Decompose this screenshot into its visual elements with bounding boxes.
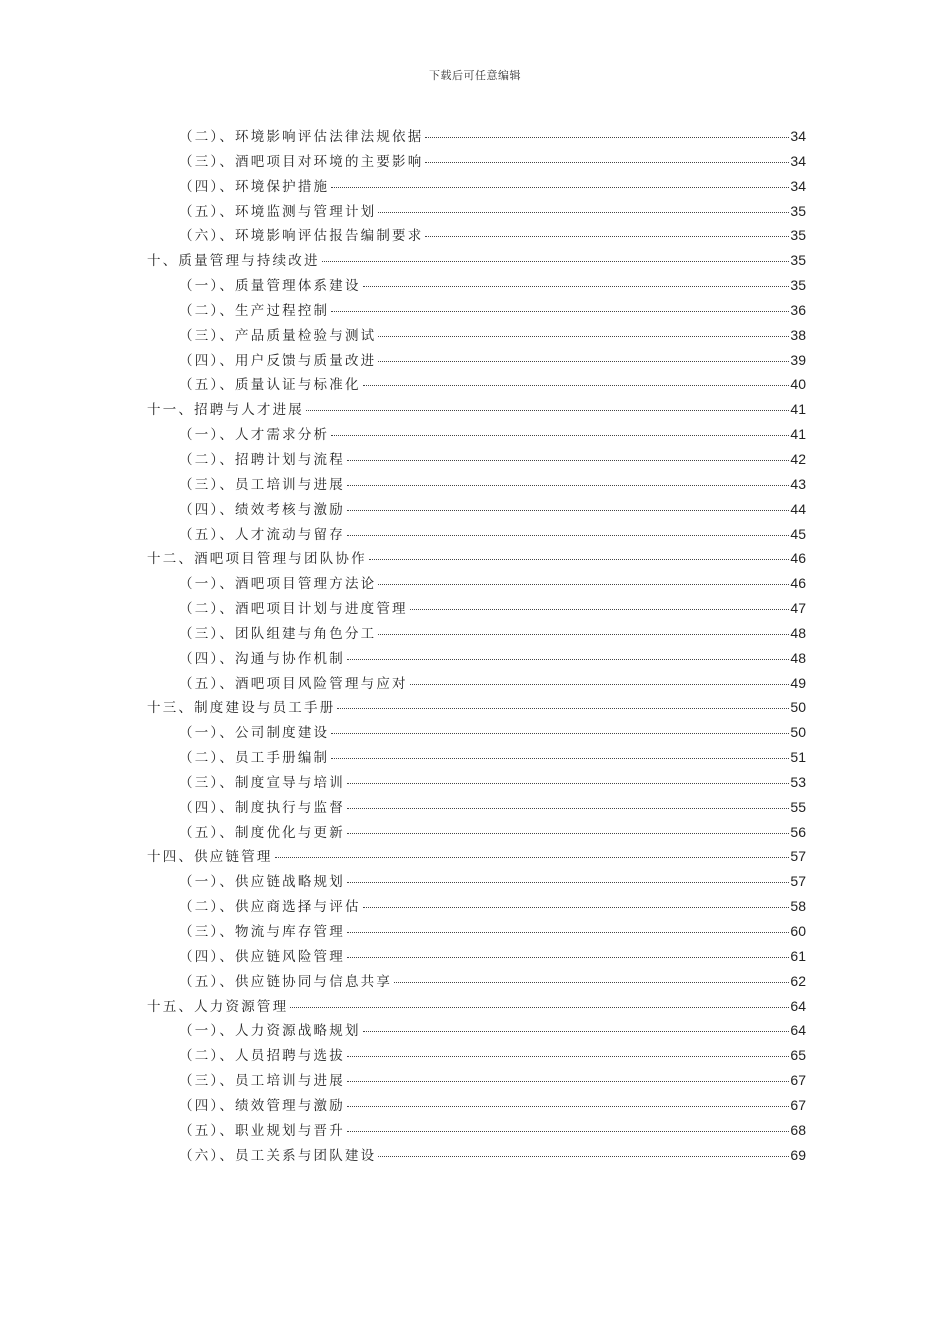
toc-page-number: 64 xyxy=(790,1022,806,1039)
toc-dot-leader xyxy=(347,510,789,511)
toc-entry-label: （四）、制度执行与监督 xyxy=(179,799,345,816)
toc-page-number: 40 xyxy=(790,376,806,393)
toc-page-number: 38 xyxy=(790,326,806,343)
toc-entry-label: （二）、酒吧项目计划与进度管理 xyxy=(179,601,408,618)
toc-dot-leader xyxy=(410,684,790,685)
toc-entry-label: （五）、环境监测与管理计划 xyxy=(179,203,377,220)
toc-page-number: 34 xyxy=(790,177,806,194)
toc-entry-label: （三）、产品质量检验与测试 xyxy=(179,327,377,344)
toc-page-number: 56 xyxy=(790,823,806,840)
toc-entry-label: 十五、人力资源管理 xyxy=(147,998,289,1015)
toc-page-number: 42 xyxy=(790,450,806,467)
toc-entry-label: （五）、供应链协同与信息共享 xyxy=(179,973,393,990)
toc-page-number: 57 xyxy=(790,873,806,890)
toc-page-number: 53 xyxy=(790,773,806,790)
toc-section-entry[interactable] xyxy=(147,1019,806,1044)
toc-dot-leader xyxy=(347,535,789,536)
toc-section-entry[interactable] xyxy=(147,622,806,647)
toc-section-entry[interactable] xyxy=(147,125,806,150)
toc-dot-leader xyxy=(337,708,789,709)
toc-dot-leader xyxy=(378,212,789,213)
toc-dot-leader xyxy=(378,336,789,337)
toc-chapter-entry[interactable] xyxy=(147,547,806,572)
toc-chapter-entry[interactable] xyxy=(147,398,806,423)
toc-dot-leader xyxy=(347,1106,789,1107)
toc-page-number: 47 xyxy=(790,600,806,617)
toc-section-entry[interactable] xyxy=(147,597,806,622)
toc-dot-leader xyxy=(347,882,789,883)
toc-section-entry[interactable] xyxy=(147,175,806,200)
toc-dot-leader xyxy=(363,286,790,287)
toc-page-number: 67 xyxy=(790,1096,806,1113)
toc-page-number: 41 xyxy=(790,401,806,418)
toc-page-number: 36 xyxy=(790,301,806,318)
toc-page-number: 35 xyxy=(790,202,806,219)
toc-entry-label: 十二、酒吧项目管理与团队协作 xyxy=(147,551,367,568)
toc-section-entry[interactable] xyxy=(147,746,806,771)
toc-entry-label: （五）、酒吧项目风险管理与应对 xyxy=(179,675,408,692)
toc-entry-label: （二）、供应商选择与评估 xyxy=(179,899,361,916)
toc-entry-label: （二）、员工手册编制 xyxy=(179,750,330,767)
toc-dot-leader xyxy=(425,162,789,163)
toc-page-number: 35 xyxy=(790,227,806,244)
toc-page-number: 55 xyxy=(790,798,806,815)
toc-entry-label: （五）、职业规划与晋升 xyxy=(179,1122,345,1139)
toc-page-number: 48 xyxy=(790,649,806,666)
toc-section-entry[interactable] xyxy=(147,224,806,249)
toc-entry-label: （五）、人才流动与留存 xyxy=(179,526,345,543)
toc-entry-label: 十一、招聘与人才进展 xyxy=(147,402,304,419)
toc-section-entry[interactable] xyxy=(147,1044,806,1069)
toc-entry-label: （二）、生产过程控制 xyxy=(179,302,330,319)
toc-entry-label: （一）、酒吧项目管理方法论 xyxy=(179,576,377,593)
toc-entry-label: （一）、公司制度建设 xyxy=(179,725,330,742)
toc-dot-leader xyxy=(425,236,789,237)
toc-page-number: 58 xyxy=(790,898,806,915)
toc-section-entry[interactable] xyxy=(147,200,806,225)
toc-page-number: 50 xyxy=(790,724,806,741)
toc-entry-label: （四）、沟通与协作机制 xyxy=(179,650,345,667)
toc-section-entry[interactable] xyxy=(147,796,806,821)
toc-page-number: 68 xyxy=(790,1121,806,1138)
toc-entry-label: （一）、质量管理体系建设 xyxy=(179,278,361,295)
toc-section-entry[interactable] xyxy=(147,150,806,175)
toc-entry-label: （三）、物流与库存管理 xyxy=(179,924,345,940)
toc-page-number: 35 xyxy=(790,252,806,269)
toc-dot-leader xyxy=(378,584,789,585)
toc-page-number: 57 xyxy=(790,848,806,865)
toc-dot-leader xyxy=(322,261,790,262)
toc-dot-leader xyxy=(331,758,789,759)
toc-dot-leader xyxy=(363,1031,790,1032)
toc-entry-label: （一）、人力资源战略规划 xyxy=(179,1023,361,1040)
toc-dot-leader xyxy=(378,634,789,635)
toc-page-number: 46 xyxy=(790,550,806,567)
toc-dot-leader xyxy=(347,1131,789,1132)
toc-dot-leader xyxy=(410,609,790,610)
toc-section-entry[interactable] xyxy=(147,970,806,995)
toc-entry-label: 十、质量管理与持续改进 xyxy=(147,253,320,270)
toc-page-number: 44 xyxy=(790,500,806,517)
toc-page-number: 67 xyxy=(790,1072,806,1089)
toc-section-entry[interactable] xyxy=(147,1094,806,1119)
toc-dot-leader xyxy=(425,137,789,138)
toc-entry-label: 十三、制度建设与员工手册 xyxy=(147,700,336,717)
toc-entry-label: （三）、制度宣导与培训 xyxy=(179,774,345,791)
toc-dot-leader xyxy=(331,733,789,734)
toc-dot-leader xyxy=(331,435,789,436)
toc-page-number: 62 xyxy=(790,972,806,989)
toc-entry-label: （六）、员工关系与团队建设 xyxy=(179,1147,377,1164)
toc-page-number: 34 xyxy=(790,128,806,144)
toc-dot-leader xyxy=(275,857,790,858)
toc-chapter-entry[interactable] xyxy=(147,845,806,870)
toc-entry-label: （六）、环境影响评估报告编制要求 xyxy=(179,228,424,245)
toc-section-entry[interactable] xyxy=(147,473,806,498)
toc-section-entry[interactable] xyxy=(147,448,806,473)
toc-section-entry[interactable] xyxy=(147,299,806,324)
toc-page-number: 39 xyxy=(790,351,806,368)
toc-page-number: 50 xyxy=(790,699,806,716)
toc-dot-leader xyxy=(347,932,789,933)
toc-chapter-entry[interactable] xyxy=(147,249,806,274)
toc-page-number: 46 xyxy=(790,575,806,592)
toc-chapter-entry[interactable] xyxy=(147,696,806,721)
toc-entry-label: （五）、质量认证与标准化 xyxy=(179,377,361,394)
toc-dot-leader xyxy=(347,485,789,486)
toc-entry-label: （四）、供应链风险管理 xyxy=(179,948,345,965)
toc-dot-leader xyxy=(378,361,789,362)
toc-section-entry[interactable] xyxy=(147,349,806,374)
toc-section-entry[interactable] xyxy=(147,672,806,697)
toc-section-entry[interactable] xyxy=(147,572,806,597)
toc-entry-label: （四）、环境保护措施 xyxy=(179,178,330,195)
toc-page-number: 45 xyxy=(790,525,806,542)
toc-page-number: 49 xyxy=(790,674,806,691)
toc-section-entry[interactable] xyxy=(147,523,806,548)
toc-section-entry[interactable] xyxy=(147,870,806,895)
toc-page-number: 69 xyxy=(790,1146,806,1163)
toc-section-entry[interactable] xyxy=(147,423,806,448)
toc-entry-label: （三）、团队组建与角色分工 xyxy=(179,625,377,642)
toc-dot-leader xyxy=(378,1156,789,1157)
toc-entry-label: （四）、绩效考核与激励 xyxy=(179,501,345,518)
toc-dot-leader xyxy=(347,808,789,809)
toc-page-number: 65 xyxy=(790,1047,806,1064)
toc-page-number: 64 xyxy=(790,997,806,1014)
toc-dot-leader xyxy=(331,187,789,188)
toc-dot-leader xyxy=(394,982,789,983)
toc-section-entry[interactable] xyxy=(147,821,806,846)
toc-section-entry[interactable] xyxy=(147,1119,806,1144)
toc-page-number: 43 xyxy=(790,475,806,492)
toc-entry-label: （三）、员工培训与进展 xyxy=(179,476,345,493)
toc-entry-label: 十四、供应链管理 xyxy=(147,849,273,866)
toc-page-number: 34 xyxy=(790,152,806,169)
toc-section-entry[interactable] xyxy=(147,721,806,746)
toc-dot-leader xyxy=(347,833,789,834)
toc-dot-leader xyxy=(347,1081,789,1082)
toc-page-number: 48 xyxy=(790,624,806,641)
toc-section-entry[interactable] xyxy=(147,647,806,672)
page-header-note: 下载后可任意编辑 xyxy=(429,69,521,82)
toc-entry-label: （二）、环境影响评估法律法规依据 xyxy=(179,129,424,145)
toc-entry-label: （一）、人才需求分析 xyxy=(179,427,330,444)
toc-section-entry[interactable] xyxy=(147,945,806,970)
toc-dot-leader xyxy=(347,460,789,461)
toc-dot-leader xyxy=(347,659,789,660)
toc-page-number: 60 xyxy=(790,923,806,939)
toc-section-entry[interactable] xyxy=(147,920,806,945)
toc-entry-label: （三）、酒吧项目对环境的主要影响 xyxy=(179,153,424,170)
toc-dot-leader xyxy=(290,1007,789,1008)
toc-dot-leader xyxy=(369,559,790,560)
table-of-contents xyxy=(147,125,806,1168)
toc-dot-leader xyxy=(306,410,789,411)
toc-page-number: 51 xyxy=(790,749,806,766)
toc-dot-leader xyxy=(347,1056,789,1057)
toc-section-entry[interactable] xyxy=(147,771,806,796)
toc-section-entry[interactable] xyxy=(147,498,806,523)
toc-page-number: 35 xyxy=(790,277,806,294)
toc-section-entry[interactable] xyxy=(147,1144,806,1169)
toc-entry-label: （二）、人员招聘与选拔 xyxy=(179,1048,345,1065)
toc-entry-label: （五）、制度优化与更新 xyxy=(179,824,345,841)
toc-dot-leader xyxy=(347,783,789,784)
toc-section-entry[interactable] xyxy=(147,274,806,299)
toc-entry-label: （一）、供应链战略规划 xyxy=(179,874,345,891)
toc-section-entry[interactable] xyxy=(147,895,806,920)
toc-dot-leader xyxy=(347,957,789,958)
toc-entry-label: （三）、员工培训与进展 xyxy=(179,1073,345,1090)
toc-dot-leader xyxy=(363,907,790,908)
toc-entry-label: （二）、招聘计划与流程 xyxy=(179,451,345,468)
toc-dot-leader xyxy=(331,311,789,312)
toc-page-number: 41 xyxy=(790,426,806,443)
toc-section-entry[interactable] xyxy=(147,324,806,349)
toc-page-number: 61 xyxy=(790,947,806,964)
toc-dot-leader xyxy=(363,385,790,386)
toc-chapter-entry[interactable] xyxy=(147,995,806,1020)
toc-section-entry[interactable] xyxy=(147,1069,806,1094)
toc-section-entry[interactable] xyxy=(147,373,806,398)
toc-entry-label: （四）、绩效管理与激励 xyxy=(179,1097,345,1114)
toc-entry-label: （四）、用户反馈与质量改进 xyxy=(179,352,377,369)
